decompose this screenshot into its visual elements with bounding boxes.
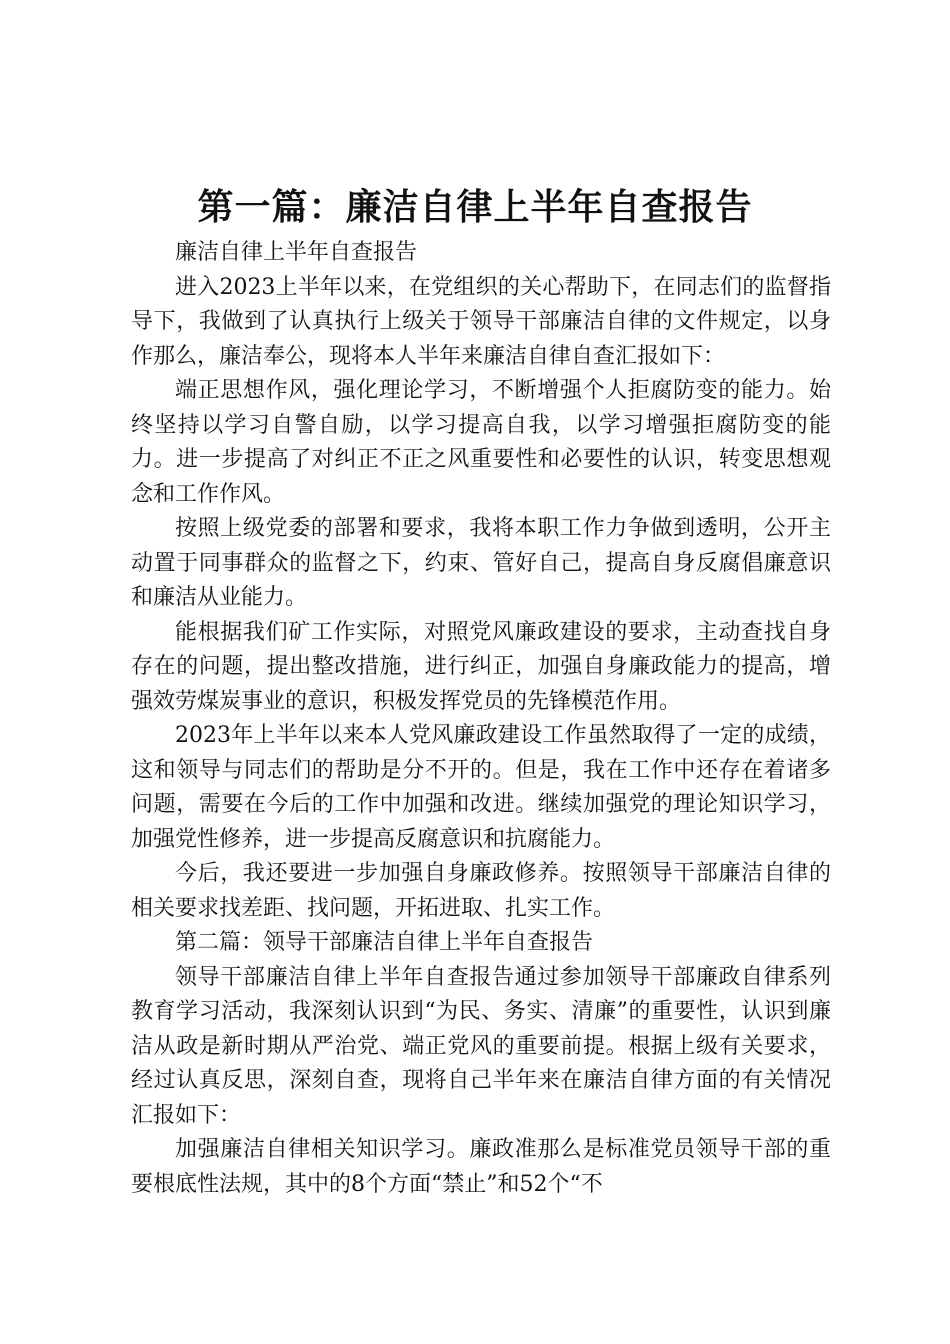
paragraph: 能根据我们矿工作实际，对照党风廉政建设的要求，主动查找自身存在的问题，提出整改措施，进行纠正，加强自身廉政能力的提高，增强效劳煤炭事业的意识，积极发挥党员的先锋模范作用。 [131, 619, 831, 714]
paragraph: 进入2023上半年以来，在党组织的关心帮助下，在同志们的监督指导下，我做到了认真执行上级关于领导干部廉洁自律的文件规定，以身作那么，廉洁奉公，现将本人半年来廉洁自律自查汇报如下： [131, 274, 831, 369]
paragraph: 今后，我还要进一步加强自身廉政修养。按照领导干部廉洁自律的相关要求找差距、找问题，开拓进取、扎实工作。 [131, 861, 831, 921]
paragraph: 领导干部廉洁自律上半年自查报告通过参加领导干部廉政自律系列教育学习活动，我深刻认识到“为民、务实、清廉”的重要性，认识到廉洁从政是新时期从严治党、端正党风的重要前提。根据上级有关要求，经过认真反思，深刻自查，现将自己半年来在廉洁自律方面的有关情况汇报如下： [131, 964, 831, 1128]
section-heading: 第二篇：领导干部廉洁自律上半年自查报告 [175, 930, 594, 955]
paragraph: 廉洁自律上半年自查报告 [175, 240, 418, 265]
document-title: 第一篇：廉洁自律上半年自查报告 [197, 187, 753, 228]
document-body [131, 236, 831, 1202]
paragraph: 加强廉洁自律相关知识学习。廉政准那么是标准党员领导干部的重要根底性法规，其中的8个方面“禁止”和52个“不 [131, 1137, 831, 1197]
paragraph: 按照上级党委的部署和要求，我将本职工作力争做到透明，公开主动置于同事群众的监督之下，约束、管好自己，提高自身反腐倡廉意识和廉洁从业能力。 [131, 516, 831, 610]
paragraph: 端正思想作风，强化理论学习，不断增强个人拒腐防变的能力。始终坚持以学习自警自励，以学习提高自我，以学习增强拒腐防变的能力。进一步提高了对纠正不正之风重要性和必要性的认识，转变思想观念和工作作风。 [131, 378, 831, 507]
paragraph: 2023年上半年以来本人党风廉政建设工作虽然取得了一定的成绩，这和领导与同志们的帮助是分不开的。但是，我在工作中还存在着诸多问题，需要在今后的工作中加强和改进。继续加强党的理论知识学习，加强党性修养，进一步提高反腐意识和抗腐能力。 [131, 723, 831, 852]
